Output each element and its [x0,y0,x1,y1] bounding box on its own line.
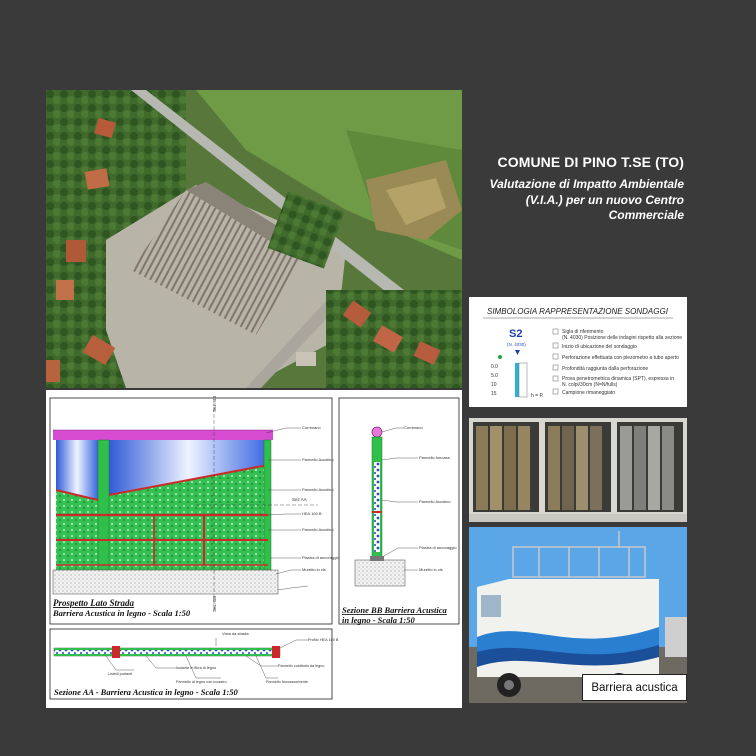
legend-code-sub: (N. 4030) [507,342,526,347]
annotation: Piastra di ancoraggio [419,545,457,550]
annotation: Isolante in fibra di legno [176,666,217,670]
figure-caption: in legno - Scala 1:50 [342,615,415,625]
legend-item: Inizio di ubicazione del sondaggio [562,344,637,350]
annotation: Muretto in cls [302,567,326,572]
legend-item: N. colpi/30cm (N=N/fulls) [562,382,618,388]
figure-caption: Sezione AA - Barriera Acustica in legno - Scala 1:50 [54,687,238,697]
page-subtitle [466,177,684,224]
legend-panel [469,297,687,407]
drawing-art [46,390,462,708]
legend-borehole [515,363,519,397]
legend-item: Profondità raggiunta dalla perforazione [562,366,649,372]
section-mark: Sez AA [292,497,307,502]
annotation: Listelli portanti [108,672,133,676]
legend-item: Prova penetrometrica dinamica (SPT), espressa in [562,376,674,382]
annotation: Muretto in cls [419,567,443,572]
legend-scale-label: 0.0 [491,364,498,370]
legend-item: Campione rimaneggiato [562,390,616,396]
annotation: Pannello fonoass. [419,455,451,460]
core-samples-photo [469,418,687,522]
annotation: Pannello Acustico [302,527,334,532]
annotation: Vista da strada [222,631,249,636]
legend-heading: SIMBOLOGIA RAPPRESENTAZIONE SONDAGGI [487,307,668,316]
subtitle-line: Commerciale [608,208,684,222]
core-samples-art [469,418,687,522]
annotation: Pannello Acustico [419,499,451,504]
annotation: Corrimano [302,425,321,430]
annotation: Corrimano [404,425,423,430]
technical-drawing [46,390,462,708]
subtitle-line: Valutazione di Impatto Ambientale [489,177,684,191]
legend-scale-label: 15 [491,391,497,397]
legend-scale-label: 5.0 [491,373,498,379]
subtitle-line: (V.I.A.) per un nuovo Centro [525,192,684,207]
annotation: Pannello Acustico [302,487,334,492]
annotation: HEA 160 B [302,511,322,516]
legend-code: S2 [509,328,523,340]
annotation: Pannello Acustico [302,457,334,462]
page-title: COMUNE DI PINO T.SE (TO) [497,154,684,170]
legend-item: Perforazione effettuata con piezometro a tubo aperto [562,355,679,361]
figure-caption: Sezione BB Barriera Acustica [342,605,447,615]
legend-item: (N. 4030) Posizione delle indagini rispetto alla sezione [562,335,683,341]
truck-caption: Barriera acustica [582,674,687,701]
aerial-photo-art [46,90,462,388]
annotation: Piastra di ancoraggio [302,555,340,560]
legend-depth-label: h = P. [531,393,544,399]
annotation: Pannello di legno con incastro [176,680,227,684]
annotation: Profilo HEA 160 B [308,638,339,642]
title-block [466,154,684,224]
figure-caption: Prospetto Lato Strada [53,598,135,608]
annotation: Pannello costituito da legno [278,664,325,668]
figure-caption: Barriera Acustica in legno - Scala 1:50 [53,608,191,618]
truck-photo [469,527,687,703]
annotation: Pannello fonoassorbente [266,680,309,684]
legend-scale-label: 10 [491,382,497,388]
section-mark: Sez. BB [212,595,217,612]
section-mark: Sez. BB [212,395,217,412]
legend-art [469,297,687,407]
legend-item: Sigla di riferimento [562,329,604,335]
aerial-photo [46,90,462,388]
